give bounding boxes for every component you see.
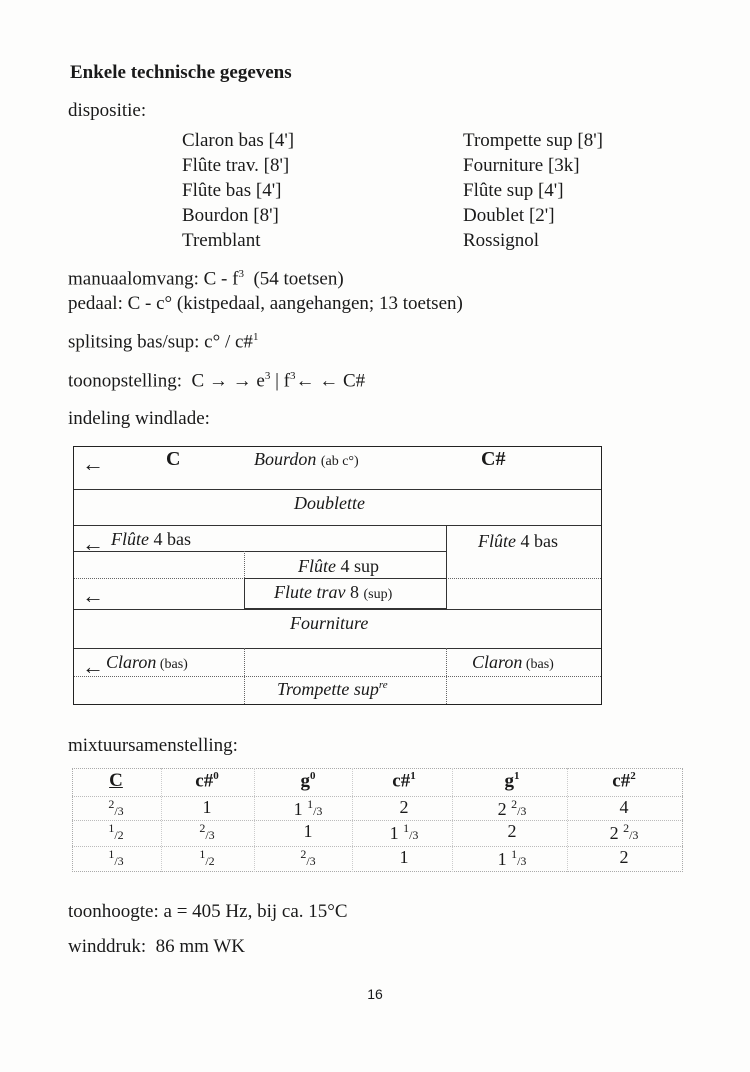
header-text: C <box>109 770 123 791</box>
header-text: c# <box>612 770 631 792</box>
header-sup: 1 <box>514 770 520 782</box>
doublette-text: Doublette <box>294 493 365 513</box>
flute-num: 4 sup <box>336 556 380 576</box>
c-label: C <box>166 448 181 470</box>
claron-note: (bas) <box>522 657 554 672</box>
column-header <box>374 770 434 792</box>
toonopstelling-sup: 3 <box>264 370 271 382</box>
toonopstelling-sup: 3 <box>290 370 296 382</box>
stops-right-column <box>463 128 603 253</box>
table-cell: 2 <box>399 797 409 817</box>
manuaal-sup: 3 <box>238 268 244 280</box>
header-text: g <box>300 770 310 792</box>
splitsing-text: splitsing bas/sup: c° / c# <box>68 331 253 353</box>
toonopstelling-text: toonopstelling: C → → e <box>68 370 265 392</box>
flute-bas-right-cell <box>478 531 558 552</box>
trompette-text: Trompette sup <box>277 679 379 699</box>
table-cell: 1 $^1$/3 <box>293 797 323 819</box>
table-cell: $^2$/3 <box>108 797 124 818</box>
stop-item: Flûte sup [4'] <box>463 180 564 201</box>
splitsing-line <box>68 331 258 353</box>
divider <box>244 578 245 608</box>
divider <box>567 768 568 872</box>
table-cell: 4 <box>619 797 629 817</box>
table-cell: 1 <box>202 797 212 817</box>
table-cell: 1 $^1$/3 <box>497 847 527 869</box>
stop-item: Flûte trav. [8'] <box>182 155 290 176</box>
divider <box>352 768 353 872</box>
table-cell: 2 $^2$/3 <box>497 797 527 819</box>
table-cell: 2 $^2$/3 <box>609 821 639 843</box>
table-cell: 2 <box>507 821 517 841</box>
divider <box>254 768 255 872</box>
dispositie-label: dispositie: <box>68 100 147 121</box>
toonopstelling-post: ← ← C# <box>295 370 366 392</box>
fourniture-text: Fourniture <box>290 613 369 633</box>
divider <box>446 525 447 609</box>
header-text: c# <box>195 770 214 792</box>
table-cell: 1 $^1$/3 <box>389 821 419 843</box>
toonopstelling-line <box>68 370 365 392</box>
section-heading: Enkele technische gegevens <box>70 62 292 83</box>
claron-left-cell <box>106 652 188 673</box>
doublette-cell <box>294 493 365 514</box>
stop-item: Flûte bas [4'] <box>182 180 282 201</box>
fourniture-cell <box>290 613 368 634</box>
splitsing-sup: 1 <box>252 331 259 343</box>
divider <box>244 551 245 578</box>
flute-text: Flûte <box>478 531 516 551</box>
toonhoogte-line: toonhoogte: a = 405 Hz, bij ca. 15°C <box>68 901 348 922</box>
flute-text: Flûte <box>111 529 149 549</box>
table-cell: $^1$/2 <box>108 821 124 842</box>
left-arrow-icon: ← <box>82 583 104 608</box>
windlade-label: indeling windlade: <box>68 408 210 429</box>
divider <box>74 609 601 610</box>
stop-item: Doublet [2'] <box>463 205 555 226</box>
column-header <box>177 770 237 792</box>
toonopstelling-mid: | f <box>270 370 290 392</box>
flute-bas-left-cell <box>111 529 191 550</box>
table-cell: $^2$/3 <box>199 821 215 842</box>
column-header <box>86 770 146 792</box>
divider <box>244 648 245 704</box>
stop-item: Rossignol <box>463 230 540 251</box>
table-cell: 2 <box>619 847 629 867</box>
flute-num: 4 bas <box>516 531 558 551</box>
divider <box>74 648 601 649</box>
column-header <box>278 770 338 792</box>
header-text: c# <box>392 770 411 792</box>
divider <box>74 676 601 677</box>
bourdon-note: (ab c°) <box>320 454 359 469</box>
manuaal-post: (54 toetsen) <box>243 268 344 290</box>
flute-trav-note: (sup) <box>363 587 393 602</box>
manuaal-text: manuaalomvang: C - f <box>68 268 239 290</box>
table-cell: 1 <box>303 821 313 841</box>
divider <box>244 578 446 579</box>
mixtuur-table <box>72 768 683 872</box>
table-cell: $^1$/2 <box>199 847 215 868</box>
csharp-label: C# <box>481 448 506 470</box>
divider <box>74 525 601 526</box>
divider <box>452 768 453 872</box>
header-text: g <box>504 770 514 792</box>
header-sup: 0 <box>310 770 316 782</box>
flute-trav-text: Flute trav <box>274 582 346 602</box>
mixtuur-label: mixtuursamenstelling: <box>68 735 238 756</box>
table-cell: $^1$/3 <box>108 847 124 868</box>
manuaalomvang-line <box>68 268 344 290</box>
windlade-diagram <box>73 446 602 705</box>
stop-item: Claron bas [4'] <box>182 130 295 151</box>
divider <box>74 489 601 490</box>
left-arrow-icon: ← <box>82 531 104 556</box>
table-cell: $^2$/3 <box>300 847 316 868</box>
header-sup: 2 <box>630 770 636 782</box>
left-arrow-icon: ← <box>82 451 104 476</box>
divider <box>446 648 447 704</box>
claron-note: (bas) <box>156 657 188 672</box>
trompette-sup: re <box>378 679 388 691</box>
stops-left-column <box>182 128 294 253</box>
claron-text: Claron <box>106 652 157 672</box>
stop-item: Bourdon [8'] <box>182 205 279 226</box>
table-cell: 1 <box>399 847 409 867</box>
flute-trav-num: 8 <box>345 582 364 602</box>
column-header <box>594 770 654 792</box>
flute-sup-cell <box>298 556 379 577</box>
claron-right-cell <box>472 652 554 673</box>
trompette-cell <box>277 679 388 700</box>
flute-trav-cell <box>274 582 392 603</box>
header-sup: 0 <box>213 770 219 782</box>
left-arrow-icon: ← <box>82 654 104 679</box>
winddruk-line: winddruk: 86 mm WK <box>68 936 245 957</box>
bourdon-cell <box>254 449 359 470</box>
flute-num: 4 bas <box>149 529 191 549</box>
stop-item: Trompette sup [8'] <box>463 130 603 151</box>
divider <box>161 768 162 872</box>
bourdon-text: Bourdon <box>254 449 317 469</box>
flute-text: Flûte <box>298 556 336 576</box>
column-header <box>482 770 542 792</box>
stop-item: Tremblant <box>182 230 261 251</box>
page-number: 16 <box>367 986 383 1002</box>
divider <box>74 551 446 552</box>
stop-item: Fourniture [3k] <box>463 155 580 176</box>
header-sup: 1 <box>410 770 416 782</box>
pedaal-line: pedaal: C - c° (kistpedaal, aangehangen; 13 toetsen) <box>68 293 463 314</box>
claron-text: Claron <box>472 652 523 672</box>
